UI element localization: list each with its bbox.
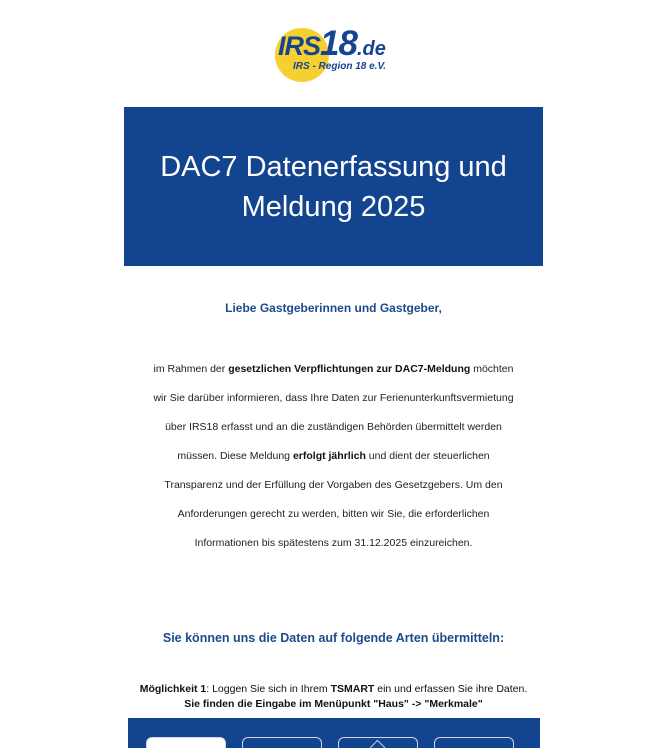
screenshot-tab-2: [242, 737, 322, 748]
intro-bold-annual: erfolgt jährlich: [292, 450, 366, 462]
section-heading: Sie können uns die Daten auf folgende Arten übermitteln:: [162, 631, 505, 645]
option-1-tsmart: TSMART: [330, 683, 375, 695]
hero-title: DAC7 Datenerfassung und Meldung 2025: [160, 150, 507, 223]
option-1-menu-path: Sie finden die Eingabe im Menüpunkt "Haus" -> "Merkmale": [184, 698, 483, 710]
intro-text-1: im Rahmen der: [153, 363, 229, 375]
hero-banner: [124, 107, 543, 266]
option-1-line-1: [124, 682, 543, 697]
intro-text-3: und dient der steuerlichen Transparenz und der Erfüllung der Vorgaben des Gesetzgebers. Um den Anforderungen gerecht zu werden, bitten wir Sie, die erforderlichen Informationen bis spätestens zum 31.12.2025 einzureichen.: [164, 450, 503, 549]
option-1-text-b: ein und erfassen Sie ihre Daten.: [374, 683, 528, 695]
house-icon: [370, 740, 386, 748]
logo-subtitle: IRS - Region 18 e.V.: [293, 61, 386, 72]
option-1-line-2: [124, 697, 543, 712]
screenshot-tab-3: [338, 737, 418, 748]
screenshot-tab-1: [146, 737, 226, 748]
logo-number: 18: [320, 24, 357, 63]
intro-bold-obligations: gesetzlichen Verpflichtungen zur DAC7-Meldung: [228, 363, 471, 375]
intro-text-2: möchten wir Sie darüber informieren, dass Ihre Daten zur Ferienunterkunftsvermietung über IRS18 erfasst und an die zuständigen Behörden übermittelt werden müssen. Diese Meldung: [153, 363, 514, 462]
logo-irs: IRS: [278, 31, 321, 61]
greeting: Liebe Gastgeberinnen und Gastgeber,: [225, 301, 442, 315]
tsmart-screenshot-strip: [128, 718, 540, 748]
logo-domain: .de: [356, 38, 386, 60]
option-1-text: [124, 682, 543, 712]
option-1-text-a: : Loggen Sie sich in Ihrem: [206, 683, 331, 695]
irs18-logo[interactable]: [274, 26, 390, 84]
screenshot-tab-4: [434, 737, 514, 748]
logo-wordmark: [278, 26, 386, 61]
option-1-label: Möglichkeit 1: [139, 683, 207, 695]
intro-paragraph: [150, 355, 517, 558]
